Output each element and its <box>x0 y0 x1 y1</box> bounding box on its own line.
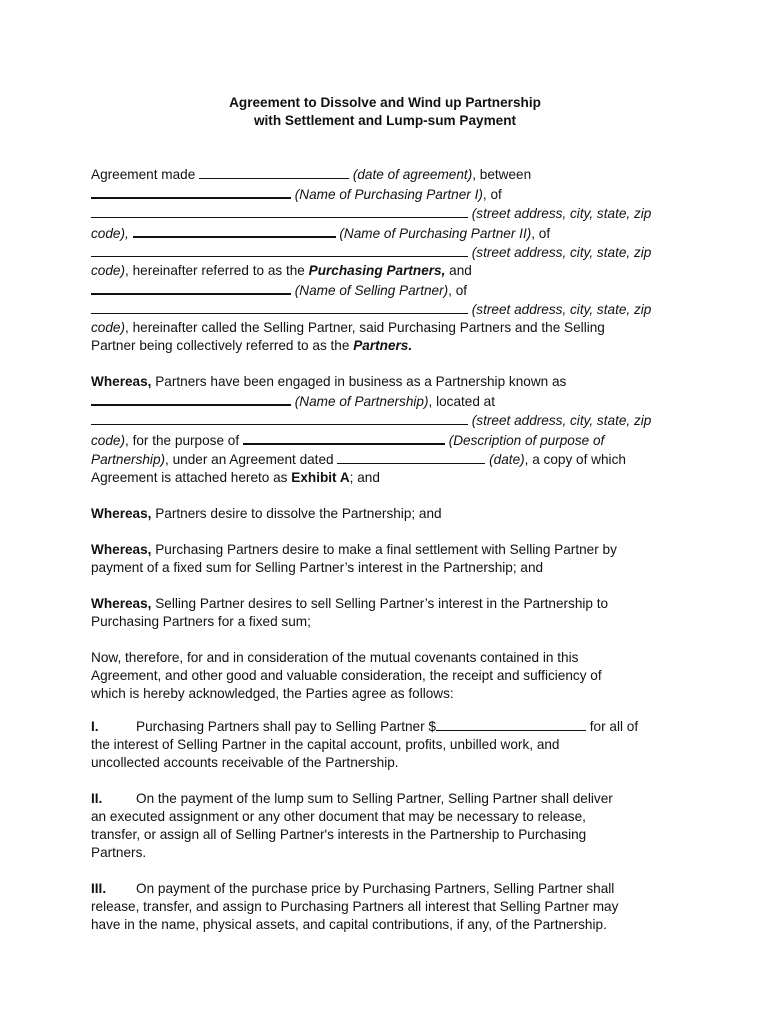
intro-line-3: (street address, city, state, zip <box>91 204 679 223</box>
intro-line-9: code), hereinafter called the Selling Partner, said Purchasing Partners and the Selling <box>91 320 605 335</box>
partnership-name-field[interactable] <box>91 391 291 406</box>
section-number: I. <box>91 719 99 734</box>
section-1: I. Purchasing Partners shall pay to Selling Partner $ for all of the interest of Selling Partner in the capital account, profits, unbilled work, and uncollected accounts receivable of the Partnership. <box>91 719 639 770</box>
intro-line-6: code), hereinafter referred to as the Purchasing Partners, and <box>91 263 472 278</box>
title-line-2: with Settlement and Lump-sum Payment <box>253 113 517 128</box>
whereas-paragraph-3: Whereas, Purchasing Partners desire to make a final settlement with Selling Partner by payment of a fixed sum for Selling Partner’s interest in the Partnership; and <box>91 542 617 575</box>
intro-line-8: (street address, city, state, zip <box>91 300 679 319</box>
partnership-address-field[interactable] <box>91 411 468 425</box>
now-therefore-paragraph: Now, therefore, for and in consideration of the mutual covenants contained in this Agreement, and other good and valuable consideration, the receipt and sufficiency of which is hereby acknowledged, the Parties agree as follows: <box>91 650 602 701</box>
intro-line-2: (Name of Purchasing Partner I), of <box>91 184 679 204</box>
intro-line-7: (Name of Selling Partner), of <box>91 280 679 300</box>
document-page <box>91 94 679 934</box>
section-number: II. <box>91 791 103 806</box>
purchasing-partner-1-address-field[interactable] <box>91 204 468 218</box>
section-2: II. On the payment of the lump sum to Selling Partner, Selling Partner shall deliver an executed assignment or any other document that may be necessary to release, transfer, or assign all of Selling Partner's interests in the Partnership to Purchasing Partners. <box>91 791 613 860</box>
intro-line-10: Partner being collectively referred to as the Partners. <box>91 338 413 353</box>
document-title <box>91 94 679 130</box>
whereas-paragraph-2: Whereas, Partners desire to dissolve the Partnership; and <box>91 506 442 521</box>
section-3: III. On payment of the purchase price by Purchasing Partners, Selling Partner shall release, transfer, and assign to Purchasing Partners all interest that Selling Partner may have in the name, physical assets, and capital contributions, if any, of the Partnership. <box>91 881 619 932</box>
agreement-date-field[interactable] <box>337 450 485 464</box>
whereas-paragraph-4: Whereas, Selling Partner desires to sell Selling Partner’s interest in the Partnership to Purchasing Partners for a fixed sum; <box>91 596 609 629</box>
purchasing-partner-2-address-field[interactable] <box>91 243 468 257</box>
intro-line-5: (street address, city, state, zip <box>91 243 679 262</box>
purchasing-partner-1-field[interactable] <box>91 184 291 199</box>
title-line-1: Agreement to Dissolve and Wind up Partnership <box>229 95 541 110</box>
payment-amount-field[interactable] <box>436 717 586 731</box>
intro-paragraph <box>91 165 679 355</box>
selling-partner-field[interactable] <box>91 280 291 295</box>
partnership-purpose-field[interactable] <box>243 430 445 445</box>
purchasing-partner-2-field[interactable] <box>133 223 336 238</box>
intro-line-1: Agreement made (date of agreement), between <box>91 167 532 182</box>
intro-line-4: code), (Name of Purchasing Partner II), of <box>91 223 679 243</box>
whereas-paragraph-1: Whereas, Partners have been engaged in business as a Partnership known as (Name of Partnership), located at (street address, city, state, zip code), for the purpose of (Description of purpose of Partnership), under an Agreement dated (date), a copy of which Agreement is attached hereto as Exhibit A; and <box>91 374 652 485</box>
selling-partner-address-field[interactable] <box>91 300 468 314</box>
date-of-agreement-field[interactable] <box>199 165 349 179</box>
section-number: III. <box>91 881 107 896</box>
